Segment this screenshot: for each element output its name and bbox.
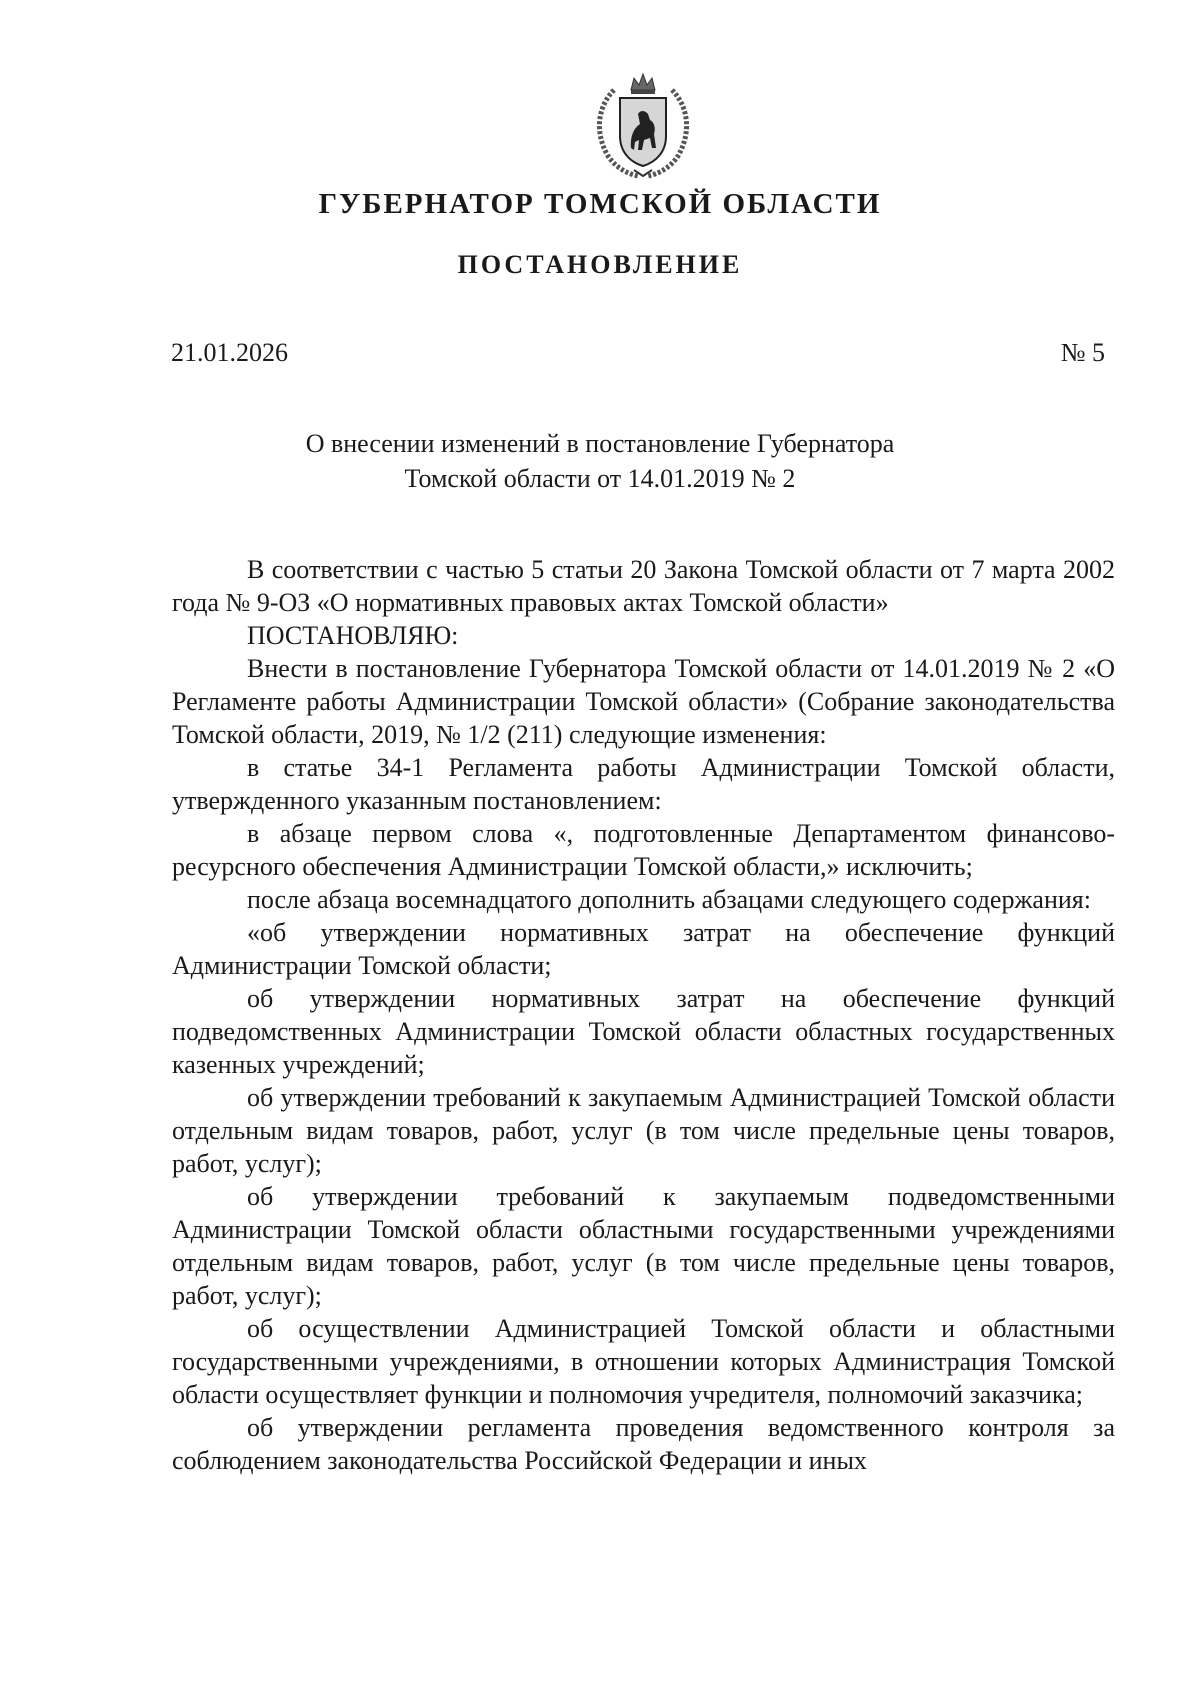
document-body — [172, 553, 1115, 1477]
document-subject — [0, 426, 1200, 496]
subject-line: Томской области от 14.01.2019 № 2 — [404, 464, 796, 493]
body-paragraph: об осуществлении Администрацией Томской области и областными государственными учреждениями, в отношении которых Администрация Томской области осуществляет функции и полномочия учредителя, полномочий заказчика; — [172, 1314, 1115, 1409]
body-paragraph: об утверждении нормативных затрат на обеспечение функций подведомственных Администрации Томской области областных государственных казенных учреждений; — [172, 984, 1115, 1079]
body-paragraph: «об утверждении нормативных затрат на обеспечение функций Администрации Томской области; — [172, 918, 1115, 980]
body-paragraph: об утверждении регламента проведения ведомственного контроля за соблюдением законодательства Российской Федерации и иных — [172, 1413, 1115, 1475]
document-type: ПОСТАНОВЛЕНИЕ — [457, 250, 743, 279]
document-number: № 5 — [1060, 338, 1105, 367]
org-title: ГУБЕРНАТОР ТОМСКОЙ ОБЛАСТИ — [318, 188, 882, 220]
body-paragraph: об утверждении требований к закупаемым подведомственными Администрации Томской области областными государственными учреждениями отдельным видам товаров, работ, услуг (в том числе предельные цены товаров, работ, услуг); — [172, 1182, 1115, 1310]
body-paragraph: в абзаце первом слова «, подготовленные Департаментом финансово-ресурсного обеспечения Администрации Томской области,» исключить; — [172, 819, 1115, 881]
body-paragraph: после абзаца восемнадцатого дополнить абзацами следующего содержания: — [247, 885, 1091, 914]
subject-line: О внесении изменений в постановление Губернатора — [305, 429, 895, 458]
document-date: 21.01.2026 — [171, 338, 288, 367]
coat-of-arms-icon — [584, 70, 702, 180]
body-paragraph: В соответствии с частью 5 статьи 20 Закона Томской области от 7 марта 2002 года № 9-ОЗ «О нормативных правовых актах Томской области» — [172, 555, 1115, 617]
body-paragraph: Внести в постановление Губернатора Томской области от 14.01.2019 № 2 «О Регламенте работы Администрации Томской области» (Собрание законодательства Томской области, 2019, № 1/2 (211) следующие изменения: — [172, 654, 1115, 749]
decree-heading: ПОСТАНОВЛЯЮ: — [247, 621, 459, 650]
body-paragraph: в статье 34-1 Регламента работы Администрации Томской области, утвержденного указанным постановлением: — [172, 753, 1115, 815]
body-paragraph: об утверждении требований к закупаемым Администрацией Томской области отдельным видам товаров, работ, услуг (в том числе предельные цены товаров, работ, услуг); — [172, 1083, 1115, 1178]
